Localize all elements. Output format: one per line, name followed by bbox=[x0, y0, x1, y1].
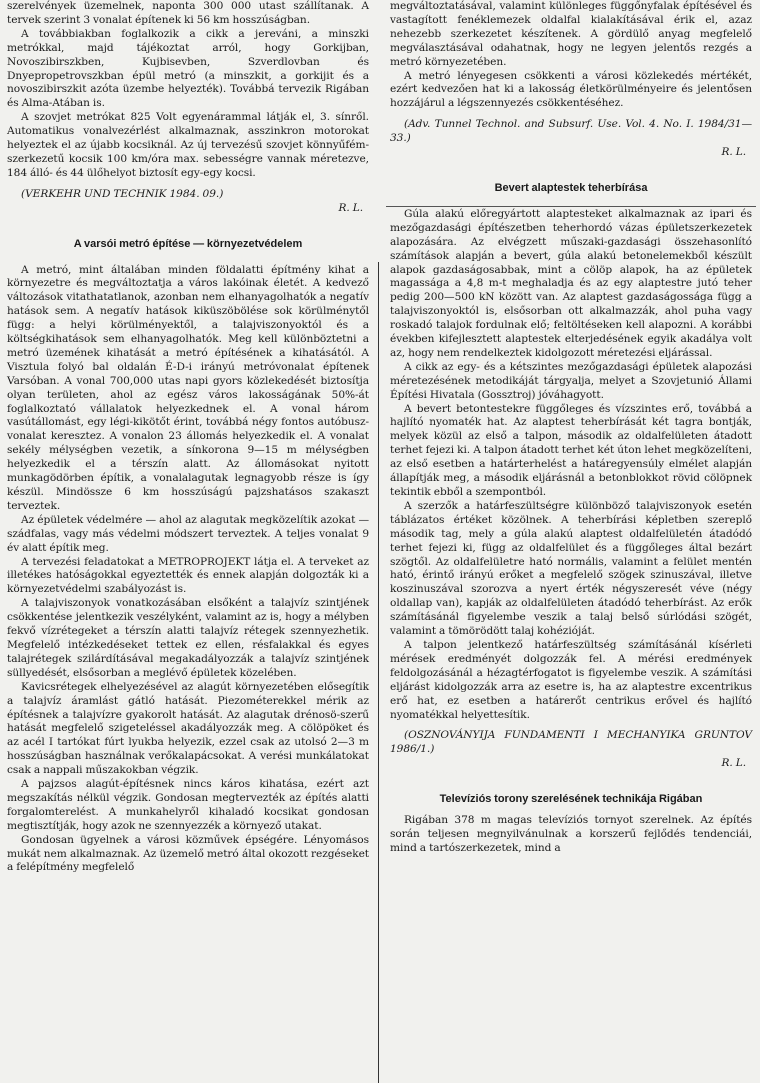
author-signature: R. L. bbox=[721, 757, 746, 770]
article-title: Bevert alaptestek teherbírása bbox=[494, 181, 648, 194]
source-citation: (Adv. Tunnel Technol. and Subsurf. Use. Vol. 4. No. I. 1984/31—33.) bbox=[390, 118, 752, 145]
paragraph: megváltoztatásával, valamint különleges függőnyfalak építésével és vastagított fenéklemezek oldalfal kialakításával érik el, azaz nehezebb szerkezetet készítenek. A gördülő anyag megfelelő megválasztásával odahatnak, hogy ne legyen jelentős rezgés a metró környezetében. bbox=[390, 0, 752, 68]
author-signature: R. L. bbox=[721, 146, 746, 159]
paragraph: A metró, mint általában minden földalatti építmény kihat a környezetre és megváltoztatja a város lakóinak életét. A kedvező változások vitathatatlanok, azonban nem elhanyagolhatók a negatív hatások sem. A negatív hatások kiküszöbölése sok körülménytől függ: a helyi körülményektől, a talajviszonyoktól és a költségkihatások sem elhanyagolhatók. Meg kell különböztetni a metró üzemének kihatását a metró építésének a kihatásától. A Visztula folyó bal oldalán É-D-i irányú metróvonalat építenek Varsóban. A vonal 700,000 utas napi gyors közlekedését biztosítja olyan területen, ahol az egész város lakosságának 50%-át foglalkoztató vállalatok helyezkednek el. A vonal három vasútállomást, egy légi-kikötőt érint, továbbá négy fontos autóbusz-vonalat keresztez. A vonalon 23 állomás helyezkedik el. A vonalat sekély mélységben vezetik, a sínkorona 9—15 m mélységben helyezkedik el a térszín alatt. Az állomásokat nyitott munkagödörben építik, a vonalalagutak legnagyobb része is így készül. Mindössze 6 km hosszúságú pajzshatásos szakaszt terveztek. bbox=[7, 263, 369, 512]
source-citation: (VERKEHR UND TECHNIK 1984. 09.) bbox=[21, 187, 224, 200]
paragraph: A talajviszonyok vonatkozásában elsőként a talajvíz szintjének csökkentése jelentkezik veszélyként, valamint az is, hogy a mélyben fekvő vízrétegeket a térszín alatti talajvíz rétegek szennyezhetik. Megfelelő intézkedéseket tettek ez ellen, résfalakkal és egyes talajrétegek szilárdításával megakadályozzák a talajvíz szintjének süllyedését, elsősorban a meglévő épületek közelében. bbox=[7, 597, 369, 679]
article-title: Televíziós torony szerelésének technikája Rigában bbox=[439, 793, 703, 806]
paragraph: Gondosan ügyelnek a városi közművek épségére. Lényomásos mukát nem alkalmaznak. Az üzemelő metró által okozott rezgéseket a felépítmény megfelelő bbox=[7, 833, 369, 874]
paragraph: A cikk az egy- és a kétszintes mezőgazdasági épületek alapozási méretezésének metodikáját tárgyalja, melyet a Szovjetunió Állami Építési Hivatala (Gossztroj) jóváhagyott. bbox=[390, 360, 752, 401]
paragraph: A szovjet metrókat 825 Volt egyenárammal látják el, 3. sínről. Automatikus vonalvezérlést alkalmaznak, asszinkron motorokat helyeztek el az újabb kocsiknál. Az új tervezésű szovjet könnyűfém-szerkezetű kocsik 100 km/óra max. sebességre vannak méretezve, 184 álló- és 44 ülőhelyot biztosít egy-egy kocsi. bbox=[7, 111, 369, 179]
author-signature: R. L. bbox=[338, 201, 363, 214]
paragraph: A bevert betontestekre függőleges és vízszintes erő, továbbá a hajlító nyomaték hat. Az alaptest teherbírását két tagra bontják, melyek közül az első a talpon, második az oldalfelületen átadott terhet fejezi ki. A talpon átadott terhet két úton lehet megközelíteni, az első esetben a határterhelést a határegyensúly elmélet alapján állapítják meg, a második eljárásnál a betonblokkot rövid cölöpnek tekintik ebből a szempontból. bbox=[390, 402, 752, 498]
paragraph: Gúla alakú előregyártott alaptesteket alkalmaznak az ipari és mezőgazdasági építészetben teherhordó vázas épületszerkezetek alapozására. Az elvégzett műszaki-gazdasági összehasonlító számítások alapján a bevert, gúla alakú betonelemekből készült alapok gazdaságosabbak, mint a cölöp alapok, ha az épületek magassága a 4,8 m-t meghaladja és az egy alaptestre jutó teher pedig 200—500 kN között van. Az alaptest gazdaságossága függ a talajviszonyoktól is, elsősorban ott alkalmazzák, ahol puha vagy roskadó talajok fordulnak elő; feltöltéseken kell alapozni. A korábbi években kifejlesztett alaptestek elterjedésének egyik akadálya volt az, hogy nem rendelkeztek kidolgozott méretezési eljárással. bbox=[390, 207, 752, 359]
paragraph: Kavicsrétegek elhelyezésével az alagút környezetében elősegítik a talajvíz áramlást gátló hatását. Piezométerekkel mérik az építésnek a talajvízre gyakorolt hatását. Az alagutak drénosö-szerű hatását megfelelő szigeteléssel akadályozzák meg. A cölöpöket és az acél I tartókat fúrt lyukba helyezik, ezzel csak az utolsó 2—3 m hosszúságban használnak verőkalapácsokat. A verési munkálatokat csak a nappali műszakokban végzik. bbox=[7, 680, 369, 777]
source-citation: (OSZNOVÁNYIJA FUNDAMENTI I MECHANYIKA GRUNTOV 1986/1.) bbox=[390, 729, 752, 756]
right-column bbox=[390, 0, 752, 856]
paragraph: A pajzsos alagút-építésnek nincs káros kihatása, ezért azt megszakítás nélkül végzik. Gondosan megtervezték az építés alatti forgalomterelést. A munkahelyről kihaladó kocsikat gondosan megtisztítják, hogy azok ne szennyezzék a környező utakat. bbox=[7, 778, 369, 832]
paragraph: A tervezési feladatokat a METROPROJEKT látja el. A terveket az illetékes hatóságokkal egyeztették és ennek alapján dolgozták ki a környezetvédelmi szabályozást is. bbox=[7, 555, 369, 596]
paragraph: A metró lényegesen csökkenti a városi közlekedés mértékét, ezért kedvezően hat ki a lakosság életkörülményeire és jelentősen hozzájárul a légszennyezés csökkentéséhez. bbox=[390, 69, 752, 110]
article-title: A varsói metró építése — környezetvédelem bbox=[73, 237, 303, 250]
paragraph: A továbbiakban foglalkozik a cikk a jereváni, a minszki metrókkal, majd tájékoztat arról, hogy Gorkijban, Novoszibirszkben, Kujbisevben, Szverdlovban és Dnyepropetrovszkban épül metró (a minszkit, a gorkijit és a novoszibirszkit azóta üzembe helyezték). Továbbá tervezik Rigában és Alma-Atában is. bbox=[7, 27, 369, 110]
paragraph: Az épületek védelmére — ahol az alagutak megközelítik azokat — szádfalas, vagy más védelmi módszert terveztek. A teljes vonalat 9 év alatt építik meg. bbox=[7, 513, 369, 554]
paragraph: A talpon jelentkező határfeszültség számításánál kísérleti mérések eredményét dolgozzák fel. A mérési eredmények feldolgozásánál a hézagtérfogatot is figyelembe veszik. A számítási eljárást kidolgozzák arra az esetre is, ha az alaptestre excentrikus erő hat, ez esetben a határerőt centrikus erővel és hajlító nyomatékkal helyettesítik. bbox=[390, 638, 752, 721]
paragraph: A szerzők a határfeszültségre különböző talajviszonyok esetén táblázatos értéket közölnek. A teherbírási képletben szereplő második tag, mely a gúla alakú alaptest oldalfelületén átadódó terhet fejezi ki, függ az oldalfelület és a függőleges által bezárt szögtől. Az oldalfelületre ható normális, valamint a felület mentén ható, érintő irányú erőket a megfelelő szögek szinuszával, illetve koszinuszával szorozva a nyert érték négyszeresét véve (négy oldallap van), kapják az oldalfelületen átadódó teherbírást. Az erők számításánál figyelembe veszik a talaj belső súrlódási szögét, valamint a tömörödött talaj kohézióját. bbox=[390, 499, 752, 638]
paragraph: Rigában 378 m magas televíziós tornyot szerelnek. Az építés során teljesen megnyilvánulnak a korszerű fejlődés tendenciái, mind a tartószerkezetek, mind a bbox=[390, 814, 752, 854]
column-divider bbox=[378, 262, 379, 1083]
paragraph: szerelvények üzemelnek, naponta 300 000 utast szállítanak. A tervek szerint 3 vonalat építenek ki 56 km hosszúságban. bbox=[7, 0, 369, 26]
left-column bbox=[7, 0, 369, 875]
